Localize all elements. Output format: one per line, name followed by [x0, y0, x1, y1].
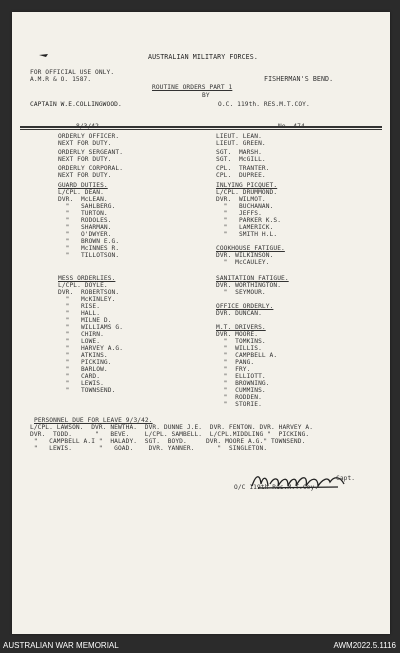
- mess-line: " PICKING.: [58, 359, 112, 366]
- mt-line: DVR. MOORE.: [216, 331, 259, 338]
- sanitation-line: DVR. WORTHINGTON.: [216, 282, 282, 289]
- punch-mark-icon: [38, 51, 50, 59]
- right-line: LIEUT. LEAN.: [216, 133, 262, 140]
- mess-line: " LEWIS.: [58, 380, 104, 387]
- guard-line: " BROWN E.G.: [58, 238, 120, 245]
- guard-duties-heading: GUARD DUTIES.: [58, 182, 108, 189]
- right-line: SGT. McGILL.: [216, 156, 266, 163]
- mt-line: " PANG.: [216, 359, 255, 366]
- archive-footer: [0, 638, 400, 653]
- mess-line: L/CPL. DOYLE.: [58, 282, 108, 289]
- mess-line: DVR. ROBERTSON.: [58, 289, 120, 296]
- mess-line: " HARVEY A.G.: [58, 345, 124, 352]
- mt-line: " FRY.: [216, 366, 251, 373]
- mess-orderlies-heading: MESS ORDERLIES.: [58, 275, 116, 282]
- captain-name: CAPTAIN W.E.COLLINGWOOD.: [30, 101, 122, 108]
- picquet-line: " LAMERICK.: [216, 224, 274, 231]
- mt-line: " ELLIOTT.: [216, 373, 266, 380]
- mt-line: " BROWNING.: [216, 380, 270, 387]
- guard-line: " RODOLES.: [58, 217, 112, 224]
- divider-top: [20, 126, 382, 128]
- mess-line: " BARLOW.: [58, 366, 108, 373]
- next-for-duty: NEXT FOR DUTY.: [58, 156, 112, 163]
- header-title: AUSTRALIAN MILITARY FORCES.: [148, 53, 258, 61]
- amr-reference: A.M.R & O. 1587.: [30, 76, 92, 83]
- cookhouse-line: DVR. WILKINSON.: [216, 252, 274, 259]
- mess-line: " ATKINS.: [58, 352, 108, 359]
- picquet-line: L/CPL. DRUMMOND.: [216, 189, 278, 196]
- right-line: LIEUT. GREEN.: [216, 140, 266, 147]
- next-for-duty: NEXT FOR DUTY.: [58, 172, 112, 179]
- inlying-picquet-heading: INLYING PICQUET.: [216, 182, 278, 189]
- mt-line: " CUMMINS.: [216, 387, 266, 394]
- oc-unit: O.C. 119th. RES.M.T.COY.: [218, 101, 310, 108]
- mt-line: " STORIE.: [216, 401, 262, 408]
- mess-line: " WILLIAMS G.: [58, 324, 124, 331]
- mess-line: " CHIRN.: [58, 331, 104, 338]
- right-line: CPL. DUPREE.: [216, 172, 266, 179]
- leave-line: " LEWIS. " GOAD. DVR. YANNER. " SINGLETON.: [30, 445, 268, 452]
- mess-line: " HALL.: [58, 310, 101, 317]
- mt-line: " RODDEN.: [216, 394, 262, 401]
- sanitation-line: " SEYMOUR.: [216, 289, 266, 296]
- mess-line: " MILNE D.: [58, 317, 112, 324]
- right-line: CPL. TRANTER.: [216, 165, 270, 172]
- orderly-sergeant: ORDERLY SERGEANT.: [58, 149, 124, 156]
- next-for-duty: NEXT FOR DUTY.: [58, 140, 112, 147]
- routine-orders-by: BY: [202, 92, 210, 99]
- picquet-line: " PARKER K.S.: [216, 217, 282, 224]
- guard-line: " O'DWYER.: [58, 231, 112, 238]
- mess-line: " LOWE.: [58, 338, 101, 345]
- mt-line: " WILLIS.: [216, 345, 262, 352]
- official-use: FOR OFFICIAL USE ONLY.: [30, 69, 115, 76]
- picquet-line: " BUCHANAN.: [216, 203, 274, 210]
- picquet-line: DVR. WILMOT.: [216, 196, 266, 203]
- mt-drivers-heading: M.T. DRIVERS.: [216, 324, 266, 331]
- guard-line: " TILLOTSON.: [58, 252, 120, 259]
- mt-line: " CAMPBELL A.: [216, 352, 278, 359]
- signature-title: O/C 119th Res.M.T.Coy.: [234, 484, 319, 491]
- location: FISHERMAN'S BEND.: [264, 75, 334, 83]
- mess-line: " TOWNSEND.: [58, 387, 116, 394]
- office-orderly-heading: OFFICE ORDERLY.: [216, 303, 274, 310]
- cookhouse-fatigue-heading: COOKHOUSE FATIGUE.: [216, 245, 285, 252]
- guard-line: L/CPL. DEAN.: [58, 189, 104, 196]
- office-orderly-line: DVR. DUNCAN.: [216, 310, 262, 317]
- guard-line: " McINNES R.: [58, 245, 120, 252]
- picquet-line: " SMITH H.L.: [216, 231, 278, 238]
- right-line: SGT. MARSH.: [216, 149, 262, 156]
- guard-line: " SHARMAN.: [58, 224, 112, 231]
- leave-line: DVR. TODD. " BEVE. L/CPL. SAMBELL. L/CPL.MIDDLING " PICKING.: [30, 431, 310, 438]
- orderly-officer: ORDERLY OFFICER.: [58, 133, 120, 140]
- leave-line: L/CPL. LAWSON. DVR. NEWTHA. DVR. DUNNE J.E. DVR. FENTON. DVR. HARVEY A.: [30, 424, 314, 431]
- document-page: [12, 12, 390, 634]
- guard-line: " TURTON.: [58, 210, 108, 217]
- cookhouse-line: " McCAULEY.: [216, 259, 270, 266]
- archive-id: AWM2022.5.1116: [333, 641, 396, 650]
- guard-line: " SAHLBERG.: [58, 203, 116, 210]
- orderly-corporal: ORDERLY CORPORAL.: [58, 165, 124, 172]
- mess-line: " McKINLEY.: [58, 296, 116, 303]
- routine-orders-title: ROUTINE ORDERS PART 1: [152, 84, 233, 91]
- mt-line: " TOMKINS.: [216, 338, 266, 345]
- signature-rank: Capt.: [336, 475, 356, 482]
- guard-line: DVR. McLEAN.: [58, 196, 108, 203]
- mess-line: " CARD.: [58, 373, 101, 380]
- leave-heading: PERSONNEL DUE FOR LEAVE 9/3/42.: [34, 417, 153, 424]
- archive-name: AUSTRALIAN WAR MEMORIAL: [3, 641, 119, 650]
- picquet-line: " JEFFS.: [216, 210, 262, 217]
- divider-bottom: [20, 129, 382, 130]
- leave-line: " CAMPBELL A.I " HALADY. SGT. BOYD. DVR. MOORE A.G." TOWNSEND.: [30, 438, 306, 445]
- mess-line: " RISE.: [58, 303, 101, 310]
- sanitation-fatigue-heading: SANITATION FATIGUE.: [216, 275, 289, 282]
